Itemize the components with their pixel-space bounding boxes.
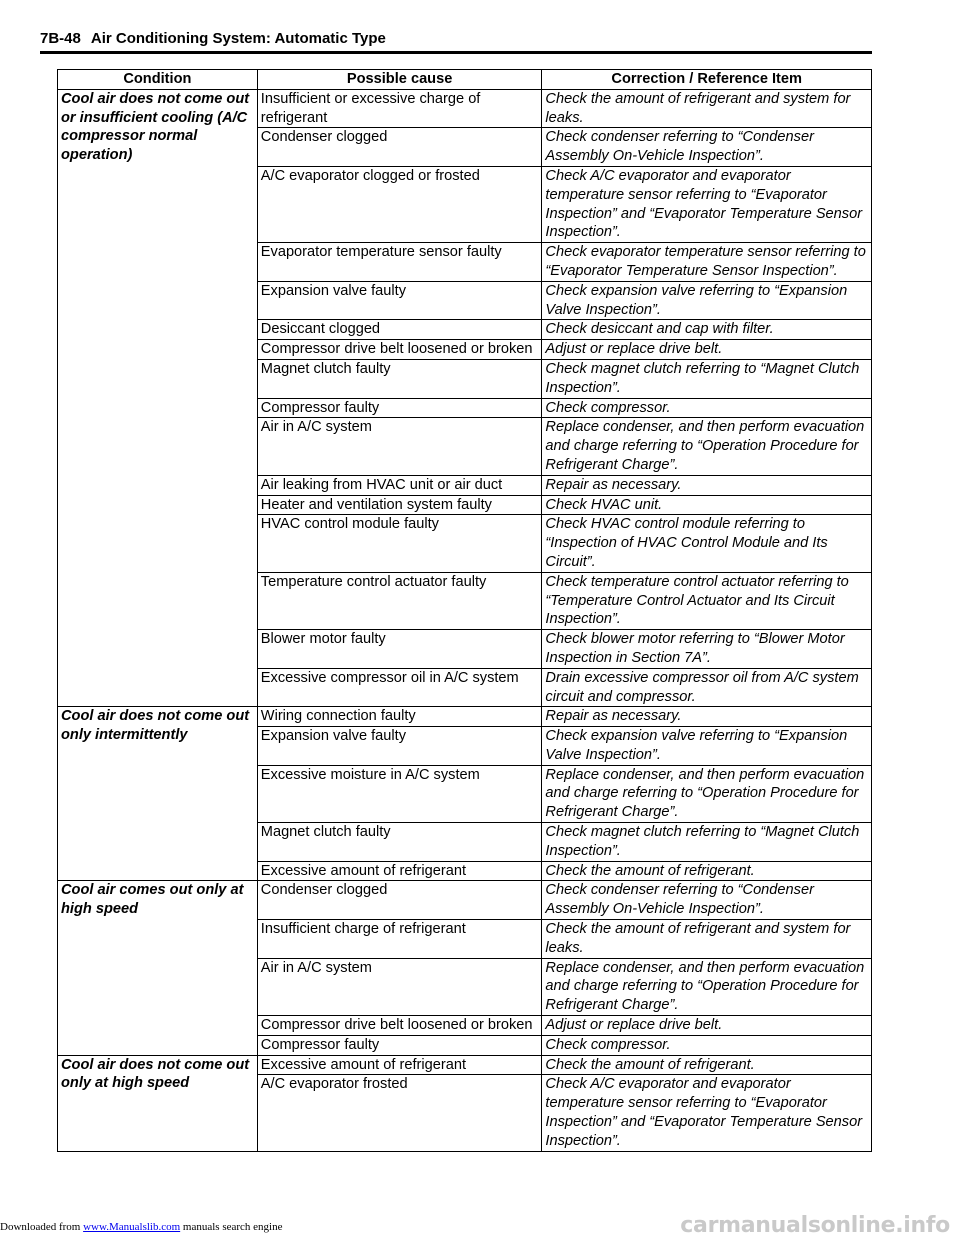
condition-cell: Cool air does not come out only intermittently <box>58 707 258 881</box>
correction-cell: Repair as necessary. <box>542 475 872 495</box>
cause-cell: Magnet clutch faulty <box>257 823 542 862</box>
cause-cell: Wiring connection faulty <box>257 707 542 727</box>
correction-cell: Check A/C evaporator and evaporator temperature sensor referring to “Evaporator Inspection” and “Evaporator Temperature Sensor Inspection”. <box>542 166 872 242</box>
cause-cell: Heater and ventilation system faulty <box>257 495 542 515</box>
cause-cell: Expansion valve faulty <box>257 281 542 320</box>
correction-cell: Check temperature control actuator referring to “Temperature Control Actuator and Its Circuit Inspection”. <box>542 572 872 629</box>
cause-cell: Blower motor faulty <box>257 630 542 669</box>
cause-cell: Compressor faulty <box>257 1035 542 1055</box>
correction-cell: Replace condenser, and then perform evacuation and charge referring to “Operation Procedure for Refrigerant Charge”. <box>542 958 872 1015</box>
section-number: 7B-48 <box>40 30 81 47</box>
condition-cell: Cool air does not come out or insufficient cooling (A/C compressor normal operation) <box>58 89 258 707</box>
column-header-condition: Condition <box>58 70 258 90</box>
correction-cell: Check expansion valve referring to “Expansion Valve Inspection”. <box>542 281 872 320</box>
cause-cell: A/C evaporator clogged or frosted <box>257 166 542 242</box>
correction-cell: Check the amount of refrigerant. <box>542 861 872 881</box>
correction-cell: Check compressor. <box>542 1035 872 1055</box>
cause-cell: Condenser clogged <box>257 128 542 167</box>
correction-cell: Check HVAC control module referring to “Inspection of HVAC Control Module and Its Circuit”. <box>542 515 872 572</box>
troubleshooting-table <box>57 69 872 1152</box>
correction-cell: Replace condenser, and then perform evacuation and charge referring to “Operation Procedure for Refrigerant Charge”. <box>542 418 872 475</box>
footer-suffix: manuals search engine <box>180 1221 283 1233</box>
correction-cell: Check the amount of refrigerant and system for leaks. <box>542 89 872 128</box>
cause-cell: Desiccant clogged <box>257 320 542 340</box>
correction-cell: Adjust or replace drive belt. <box>542 340 872 360</box>
manualslib-link[interactable]: www.Manualslib.com <box>83 1221 181 1233</box>
correction-cell: Check evaporator temperature sensor referring to “Evaporator Temperature Sensor Inspection”. <box>542 243 872 282</box>
correction-cell: Adjust or replace drive belt. <box>542 1016 872 1036</box>
download-footer <box>0 1221 282 1233</box>
cause-cell: Temperature control actuator faulty <box>257 572 542 629</box>
correction-cell: Repair as necessary. <box>542 707 872 727</box>
condition-cell: Cool air does not come out only at high speed <box>58 1055 258 1151</box>
correction-cell: Check the amount of refrigerant and system for leaks. <box>542 920 872 959</box>
table-row <box>58 707 872 727</box>
correction-cell: Check condenser referring to “Condenser Assembly On-Vehicle Inspection”. <box>542 881 872 920</box>
correction-cell: Check condenser referring to “Condenser Assembly On-Vehicle Inspection”. <box>542 128 872 167</box>
table-row <box>58 1055 872 1075</box>
correction-cell: Check magnet clutch referring to “Magnet Clutch Inspection”. <box>542 823 872 862</box>
cause-cell: HVAC control module faulty <box>257 515 542 572</box>
table-body <box>58 89 872 1151</box>
cause-cell: Compressor faulty <box>257 398 542 418</box>
cause-cell: Excessive amount of refrigerant <box>257 1055 542 1075</box>
cause-cell: Evaporator temperature sensor faulty <box>257 243 542 282</box>
correction-cell: Check desiccant and cap with filter. <box>542 320 872 340</box>
column-header-correction: Correction / Reference Item <box>542 70 872 90</box>
table-header-row <box>58 70 872 90</box>
cause-cell: A/C evaporator frosted <box>257 1075 542 1151</box>
cause-cell: Air in A/C system <box>257 418 542 475</box>
cause-cell: Insufficient or excessive charge of refrigerant <box>257 89 542 128</box>
cause-cell: Condenser clogged <box>257 881 542 920</box>
cause-cell: Insufficient charge of refrigerant <box>257 920 542 959</box>
cause-cell: Compressor drive belt loosened or broken <box>257 1016 542 1036</box>
correction-cell: Replace condenser, and then perform evacuation and charge referring to “Operation Procedure for Refrigerant Charge”. <box>542 765 872 822</box>
correction-cell: Check the amount of refrigerant. <box>542 1055 872 1075</box>
correction-cell: Check compressor. <box>542 398 872 418</box>
condition-cell: Cool air comes out only at high speed <box>58 881 258 1055</box>
footer-prefix: Downloaded from <box>0 1221 84 1233</box>
cause-cell: Excessive compressor oil in A/C system <box>257 668 542 707</box>
correction-cell: Check magnet clutch referring to “Magnet Clutch Inspection”. <box>542 359 872 398</box>
page-title: Air Conditioning System: Automatic Type <box>90 30 386 47</box>
cause-cell: Compressor drive belt loosened or broken <box>257 340 542 360</box>
correction-cell: Check HVAC unit. <box>542 495 872 515</box>
cause-cell: Air leaking from HVAC unit or air duct <box>257 475 542 495</box>
cause-cell: Excessive moisture in A/C system <box>257 765 542 822</box>
cause-cell: Magnet clutch faulty <box>257 359 542 398</box>
page-header <box>40 30 386 47</box>
cause-cell: Excessive amount of refrigerant <box>257 861 542 881</box>
header-rule <box>40 51 872 54</box>
cause-cell: Air in A/C system <box>257 958 542 1015</box>
correction-cell: Check expansion valve referring to “Expansion Valve Inspection”. <box>542 727 872 766</box>
correction-cell: Check blower motor referring to “Blower Motor Inspection in Section 7A”. <box>542 630 872 669</box>
correction-cell: Drain excessive compressor oil from A/C system circuit and compressor. <box>542 668 872 707</box>
cause-cell: Expansion valve faulty <box>257 727 542 766</box>
table-row <box>58 89 872 128</box>
correction-cell: Check A/C evaporator and evaporator temperature sensor referring to “Evaporator Inspection” and “Evaporator Temperature Sensor Inspection”. <box>542 1075 872 1151</box>
column-header-cause: Possible cause <box>257 70 542 90</box>
table-row <box>58 881 872 920</box>
watermark-logo: carmanualsonline.info <box>680 1213 950 1238</box>
